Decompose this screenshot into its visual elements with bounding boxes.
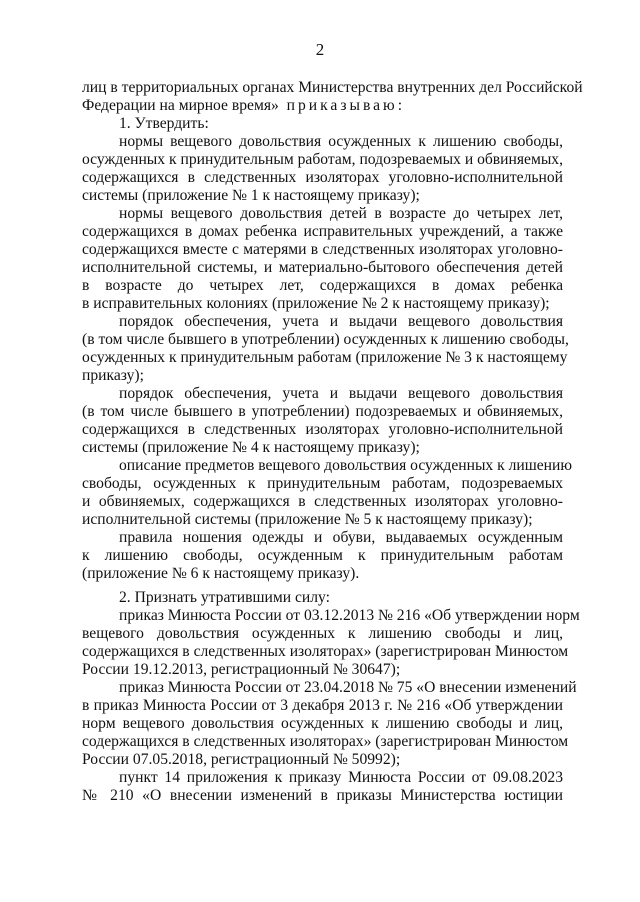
text-line: содержащихся в следственных изоляторах» (зарегистрирован Минюстом <box>82 733 569 750</box>
text-line: порядок обеспечения, учета и выдачи вещевого довольствия <box>119 385 563 402</box>
text-line: (в том числе бывшего в употреблении) осужденных к лишению свободы, <box>82 331 569 348</box>
text-line: содержащихся в следственных изоляторах уголовно-исполнительной <box>82 421 563 438</box>
text-line: системы (приложение № 4 к настоящему приказу); <box>82 439 420 456</box>
text-line: в исправительных колониях (приложение № 2 к настоящему приказу); <box>82 295 550 312</box>
text-line: № 210 «О внесении изменений в приказы Министерства юстиции <box>82 787 563 804</box>
text-line: вещевого довольствия осужденных к лишению свободы и лиц, <box>82 625 563 642</box>
text-line: лиц в территориальных органах Министерства внутренних дел Российской <box>82 79 583 96</box>
text-span-emphasis: приказываю: <box>286 97 406 114</box>
text-line: содержащихся вместе с матерями в следственных изоляторах уголовно- <box>82 241 563 258</box>
text-line: осужденных к принудительным работам, подозреваемых и обвиняемых, <box>82 151 563 168</box>
text-line: осужденных к принудительным работам (приложение № 3 к настоящему <box>82 349 568 366</box>
text-line: системы (приложение № 1 к настоящему приказу); <box>82 187 420 204</box>
text-line: порядок обеспечения, учета и выдачи вещевого довольствия <box>119 313 563 330</box>
section-heading: 2. Признать утратившими силу: <box>119 589 330 606</box>
text-line: России 07.05.2018, регистрационный № 50992); <box>82 751 401 768</box>
text-line: содержащихся в следственных изоляторах» (зарегистрирован Минюстом <box>82 643 569 660</box>
text-line: описание предметов вещевого довольствия осужденных к лишению <box>119 457 572 474</box>
text-line: приказу); <box>82 367 144 384</box>
text-line: приказ Минюста России от 03.12.2013 № 216 «Об утверждении норм <box>119 607 580 624</box>
text-span: Федерации на мирное время» <box>82 97 279 114</box>
text-line: нормы вещевого довольствия осужденных к лишению свободы, <box>119 133 563 150</box>
text-line: России 19.12.2013, регистрационный № 30647); <box>82 661 401 678</box>
page-number: 2 <box>315 40 325 59</box>
text-line: нормы вещевого довольствия детей в возрасте до четырех лет, <box>119 205 563 222</box>
text-line: в приказ Минюста России от 3 декабря 2013 г. № 216 «Об утверждении <box>82 697 563 714</box>
text-line: исполнительной системы, и материально-бытового обеспечения детей <box>82 259 563 276</box>
text-line: приказ Минюста России от 23.04.2018 № 75 «О внесении изменений <box>119 679 577 696</box>
text-line: к лишению свободы, осужденным к принудительным работам <box>82 547 563 564</box>
text-line: пункт 14 приложения к приказу Минюста России от 09.08.2023 <box>119 769 563 786</box>
text-line: и обвиняемых, содержащихся в следственных изоляторах уголовно- <box>82 493 563 510</box>
text-line: в возрасте до четырех лет, содержащихся в домах ребенка <box>82 277 563 294</box>
text-line: правила ношения одежды и обуви, выдаваемых осужденным <box>119 529 563 546</box>
text-line: (в том числе бывшего в употреблении) подозреваемых и обвиняемых, <box>82 403 563 420</box>
section-heading: 1. Утвердить: <box>119 115 209 132</box>
text-line: содержащихся в следственных изоляторах уголовно-исполнительной <box>82 169 563 186</box>
text-line: исполнительной системы (приложение № 5 к настоящему приказу); <box>82 511 533 528</box>
text-line: норм вещевого довольствия осужденных к лишению свободы и лиц, <box>82 715 563 732</box>
text-line: свободы, осужденных к принудительным работам, подозреваемых <box>82 475 563 492</box>
text-line <box>82 97 563 115</box>
text-line: содержащихся в домах ребенка исправительных учреждений, а также <box>82 223 563 240</box>
text-line: (приложение № 6 к настоящему приказу). <box>82 565 360 582</box>
